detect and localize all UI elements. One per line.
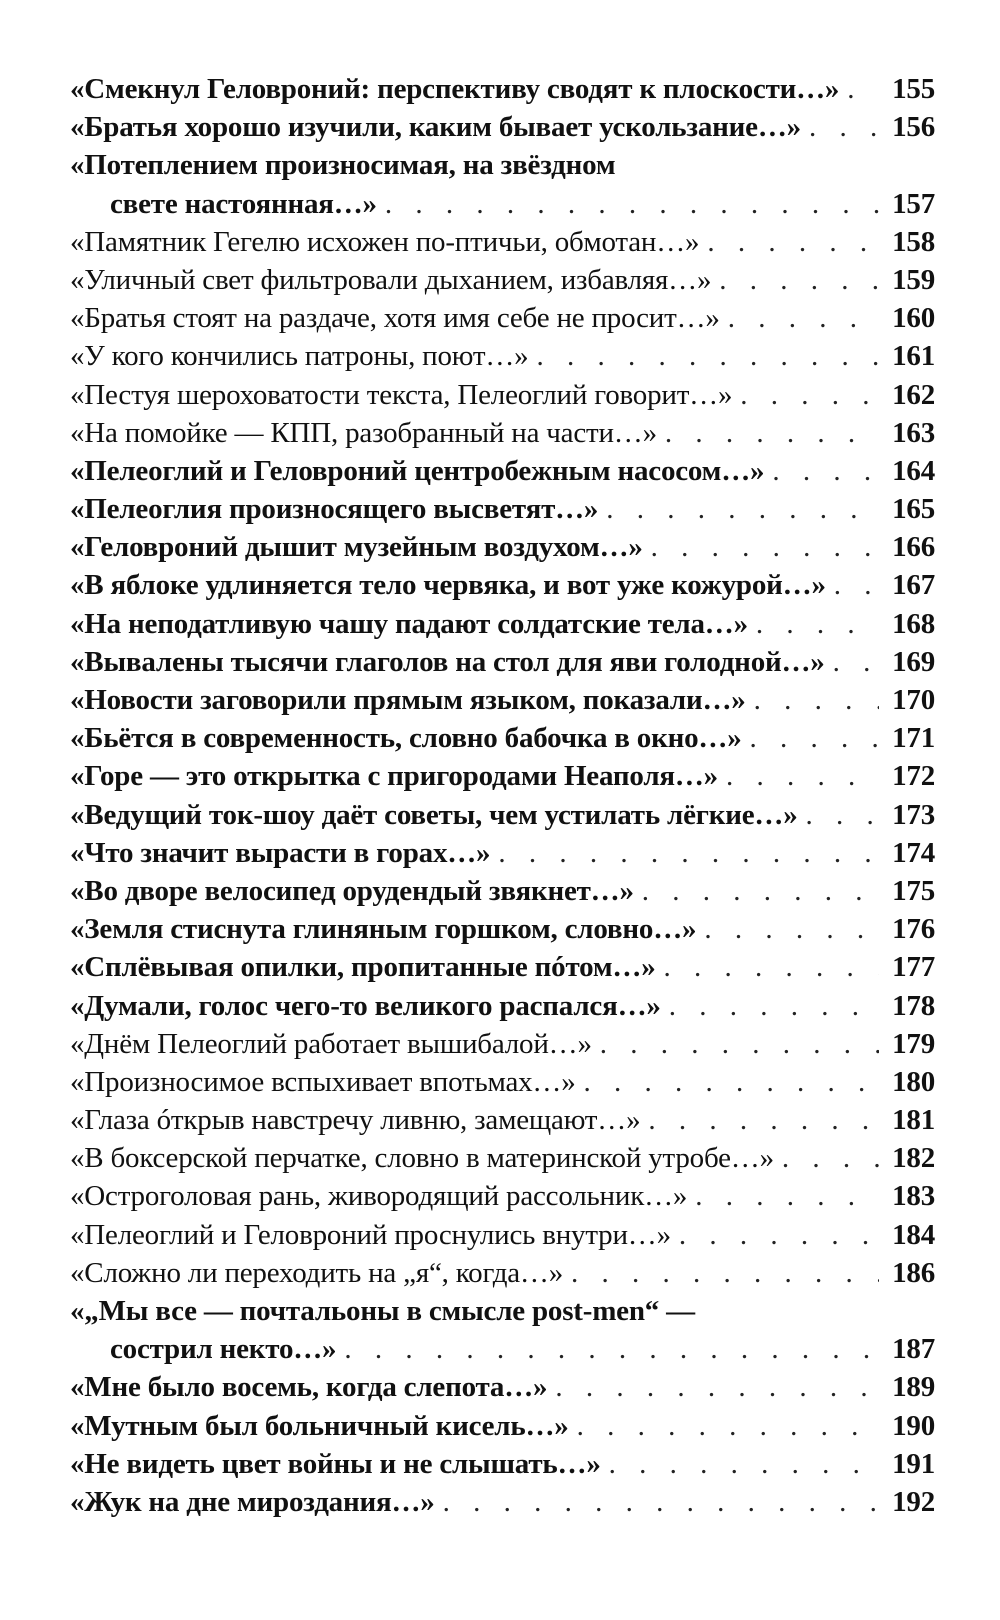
toc-entry-title: «Жук на дне мироздания…» [70, 1485, 435, 1518]
toc-leader-dots [606, 490, 879, 528]
toc-entry-title: «Ведущий ток-шоу даёт советы, чем устилать лёгкие…» [70, 798, 798, 831]
toc-entry-title: «Земля стиснута глиняным горшком, словно…» [70, 913, 697, 946]
toc-entry[interactable] [70, 1025, 935, 1063]
toc-entry[interactable] [70, 223, 935, 261]
toc-leader-dots [664, 948, 879, 986]
toc-page-number: 170 [892, 684, 935, 716]
toc-entry-title: «Горе — это открытка с пригородами Неаполя…» [70, 760, 718, 793]
toc-leader-dots [665, 414, 879, 452]
toc-page-number: 166 [892, 531, 935, 564]
toc-entry[interactable] [70, 948, 935, 986]
toc-entry[interactable] [70, 376, 935, 414]
toc-entry[interactable] [70, 1139, 935, 1177]
toc-entry-title: «На помойке — КПП, разобранный на части…» [70, 416, 657, 449]
toc-entry[interactable] [70, 834, 935, 872]
toc-entry-title: «Вывалены тысячи глаголов на стол для яви голодной…» [70, 645, 825, 678]
toc-leader-dots [704, 910, 879, 948]
toc-leader-dots [782, 1139, 879, 1177]
toc-entry[interactable] [70, 70, 935, 108]
toc-entry-title-line-1: «Потеплением произносимая, на звёздном [70, 149, 616, 182]
toc-entry-title: «В яблоке удлиняется тело червяка, и вот уже кожурой…» [70, 569, 826, 602]
toc-leader-dots [833, 643, 879, 681]
toc-page-number: 167 [892, 569, 935, 602]
toc-leader-dots [834, 566, 879, 604]
toc-page-number: 176 [892, 913, 935, 946]
toc-leader-dots [609, 1445, 879, 1483]
toc-leader-dots [728, 299, 879, 337]
toc-page-number: 155 [892, 73, 935, 105]
toc-leader-dots [707, 223, 879, 261]
toc-entry-title: «Геловроний дышит музейным воздухом…» [70, 531, 643, 564]
toc-entry[interactable] [70, 1101, 935, 1139]
toc-entry-title: «Думали, голос чего-то великого распался…» [70, 989, 661, 1022]
toc-page-number: 181 [892, 1104, 935, 1137]
toc-entry[interactable] [70, 1407, 935, 1445]
toc-leader-dots [847, 70, 879, 108]
toc-page-number: 171 [892, 722, 935, 755]
toc-leader-dots [695, 1177, 879, 1215]
toc-entry[interactable] [70, 414, 935, 452]
toc-leader-dots [740, 376, 879, 414]
toc-leader-dots [498, 834, 879, 872]
toc-entry[interactable] [70, 605, 935, 643]
toc-leader-dots [756, 605, 879, 643]
toc-entry-title: «Днём Пелеоглий работает вышибалой…» [70, 1027, 592, 1060]
toc-page-number: 160 [892, 302, 935, 335]
toc-entry[interactable] [70, 796, 935, 834]
toc-leader-dots [555, 1368, 879, 1406]
toc-leader-dots [772, 452, 879, 490]
toc-page-number: 162 [892, 378, 935, 411]
toc-entry[interactable] [70, 1483, 935, 1521]
toc-entry-title-line-1: «„Мы все — почтальоны в смысле post-men“ — [70, 1295, 695, 1327]
toc-page-number: 161 [892, 340, 935, 373]
toc-entry[interactable] [70, 146, 935, 222]
toc-page-number: 186 [892, 1256, 935, 1289]
toc-entry[interactable] [70, 1216, 935, 1254]
toc-leader-dots [600, 1025, 879, 1063]
toc-leader-dots [719, 261, 879, 299]
toc-page-number: 165 [892, 493, 935, 526]
toc-entry-title-line-2: свете настоянная…» [110, 187, 377, 220]
toc-entry-title-line-2: сострил некто…» [110, 1333, 337, 1366]
toc-entry-title: «Пестуя шероховатости текста, Пелеоглий говорит…» [70, 378, 733, 411]
toc-entry[interactable] [70, 1254, 935, 1292]
toc-page-number: 159 [892, 263, 935, 296]
toc-entry[interactable] [70, 1177, 935, 1215]
toc-leader-dots [648, 1101, 879, 1139]
toc-page-number: 172 [892, 760, 935, 793]
toc-leader-dots [669, 987, 879, 1025]
toc-page-number: 178 [892, 989, 935, 1022]
toc-leader-dots [642, 872, 879, 910]
toc-leader-dots [577, 1407, 879, 1445]
toc-page-number: 187 [892, 1333, 935, 1366]
toc-entry-title: «Сложно ли переходить на „я“, когда…» [70, 1256, 564, 1289]
toc-entry[interactable] [70, 452, 935, 490]
toc-entry-title: «У кого кончились патроны, поют…» [70, 340, 529, 373]
toc-leader-dots [571, 1254, 879, 1292]
toc-leader-dots [754, 681, 879, 719]
toc-entry-title: «Во дворе велосипед орудендый звякнет…» [70, 874, 634, 907]
toc-leader-dots [536, 337, 879, 375]
toc-page-number: 184 [892, 1218, 935, 1251]
toc-entry[interactable] [70, 299, 935, 337]
toc-page-number: 168 [892, 607, 935, 640]
toc-entry-title: «Мне было восемь, когда слепота…» [70, 1371, 548, 1404]
toc-entry-title: «Братья стоят на раздаче, хотя имя себе не просит…» [70, 302, 720, 335]
toc-page-number: 158 [892, 225, 935, 258]
toc-page-number: 156 [892, 111, 935, 144]
toc-page-number: 163 [892, 416, 935, 449]
toc-page-number: 190 [892, 1409, 935, 1442]
toc-entry[interactable] [70, 1292, 935, 1368]
toc-entry[interactable] [70, 566, 935, 604]
toc-page-number: 189 [892, 1371, 935, 1404]
toc-leader-dots [726, 757, 879, 795]
table-of-contents [70, 70, 935, 1521]
toc-entry-title: «Бьётся в современность, словно бабочка в окно…» [70, 722, 742, 755]
toc-page-number: 175 [892, 874, 935, 907]
toc-page-number: 182 [892, 1142, 935, 1175]
toc-entry[interactable] [70, 681, 935, 719]
toc-entry[interactable] [70, 872, 935, 910]
toc-leader-dots [806, 796, 879, 834]
toc-entry-title: «Остроголовая рань, живородящий рассольник…» [70, 1180, 688, 1213]
toc-entry-title: «Братья хорошо изучили, каким бывает ускользание…» [70, 111, 801, 144]
toc-entry[interactable] [70, 108, 935, 146]
toc-entry[interactable] [70, 528, 935, 566]
toc-leader-dots [750, 719, 879, 757]
toc-entry[interactable] [70, 261, 935, 299]
toc-entry[interactable] [70, 1445, 935, 1483]
toc-entry[interactable] [70, 757, 935, 795]
toc-entry-title: «Памятник Гегелю исхожен по-птичьи, обмотан…» [70, 225, 700, 258]
toc-page-number: 180 [892, 1065, 935, 1098]
toc-page-number: 169 [892, 645, 935, 678]
toc-entry-title: «Смекнул Геловроний: перспективу сводят к плоскости…» [70, 73, 840, 105]
toc-leader-dots [679, 1216, 879, 1254]
toc-page-number: 164 [892, 454, 935, 487]
toc-page-number: 174 [892, 836, 935, 869]
toc-page-number: 177 [892, 951, 935, 984]
toc-entry[interactable] [70, 719, 935, 757]
toc-entry-title: «Не видеть цвет войны и не слышать…» [70, 1447, 601, 1480]
toc-entry[interactable] [70, 1063, 935, 1101]
toc-entry-title: «На неподатливую чашу падают солдатские тела…» [70, 607, 748, 640]
toc-entry-title: «Произносимое вспыхивает впотьмах…» [70, 1065, 576, 1098]
toc-entry-title: «Что значит вырасти в горах…» [70, 836, 491, 869]
toc-entry-title: «Уличный свет фильтровали дыханием, избавляя…» [70, 263, 712, 296]
toc-entry[interactable] [70, 337, 935, 375]
toc-entry-title: «В боксерской перчатке, словно в материнской утробе…» [70, 1142, 774, 1175]
toc-entry[interactable] [70, 910, 935, 948]
toc-leader-dots [344, 1330, 879, 1368]
toc-leader-dots [809, 108, 879, 146]
toc-entry[interactable] [70, 643, 935, 681]
toc-entry-title: «Глаза óткрыв навстречу ливню, замещают…» [70, 1104, 641, 1137]
toc-entry[interactable] [70, 1368, 935, 1406]
toc-leader-dots [443, 1483, 879, 1521]
toc-entry-title: «Пелеоглий и Геловроний проснулись внутри…» [70, 1218, 671, 1251]
toc-entry-title: «Пелеоглия произносящего высветят…» [70, 493, 599, 526]
toc-entry-title: «Новости заговорили прямым языком, показали…» [70, 684, 746, 716]
toc-entry-title: «Мутным был больничный кисель…» [70, 1409, 569, 1442]
toc-page-number: 173 [892, 798, 935, 831]
toc-leader-dots [651, 528, 879, 566]
toc-entry-title: «Сплёвывая опилки, пропитанные пóтом…» [70, 951, 656, 984]
toc-page-number: 179 [892, 1027, 935, 1060]
toc-page-number: 191 [892, 1447, 935, 1480]
toc-page-number: 183 [892, 1180, 935, 1213]
toc-leader-dots [584, 1063, 879, 1101]
toc-entry[interactable] [70, 987, 935, 1025]
toc-leader-dots [385, 185, 879, 223]
toc-entry-title: «Пелеоглий и Геловроний центробежным насосом…» [70, 454, 765, 487]
toc-entry[interactable] [70, 490, 935, 528]
toc-page-number: 192 [892, 1485, 935, 1518]
toc-page-number: 157 [892, 187, 935, 220]
